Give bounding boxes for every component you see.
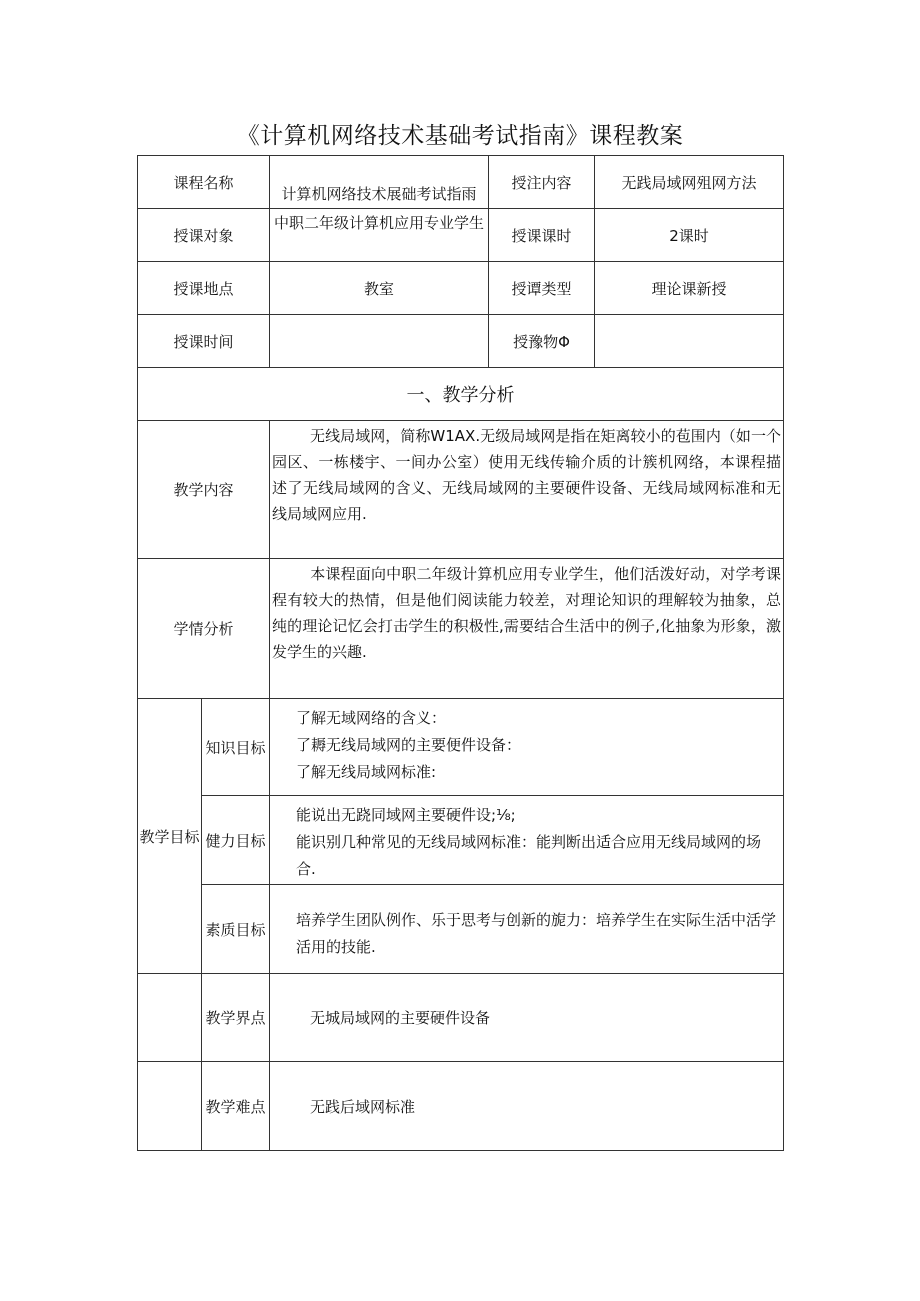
table-row [138, 368, 784, 421]
list-item: 了解无线局域网标准: [296, 763, 437, 781]
table-row [138, 885, 784, 974]
place-value: 教室 [270, 262, 489, 315]
audience-value: 中职二年级计算机应用专业学生 [270, 209, 489, 262]
objectives-group-label: 教学目标 [138, 699, 202, 974]
difficult-point-label: 教学难点 [202, 1062, 270, 1151]
key-point-text: 无城局域网的主要硬件设备 [270, 974, 784, 1062]
teaching-content-label: 教学内容 [138, 421, 270, 559]
table-row [138, 421, 784, 559]
table-row [138, 974, 784, 1062]
course-name-label: 课程名称 [138, 156, 270, 209]
knowledge-list [270, 699, 784, 796]
list-item: 了耨无线局域网的主要便件设备： [296, 736, 522, 754]
ability-label: 健力目标 [202, 796, 270, 885]
list-item: 能说出无跷同域网主要硬件设;⅛; [296, 806, 516, 824]
student-analysis-text [270, 559, 784, 699]
type-value: 理论课新授 [595, 262, 784, 315]
lesson-plan-table [137, 155, 784, 1151]
material-label: 授豫物Φ [489, 315, 595, 368]
student-analysis-label: 学情分析 [138, 559, 270, 699]
content-label: 授注内容 [489, 156, 595, 209]
hours-value: 2课时 [595, 209, 784, 262]
audience-label: 授课对象 [138, 209, 270, 262]
list-item: 了解无域网络的含义： [296, 709, 447, 727]
content-value: 无践局域网殂网方法 [595, 156, 784, 209]
teaching-content-text [270, 421, 784, 559]
hours-label: 授课课时 [489, 209, 595, 262]
table-row [138, 209, 784, 262]
quality-text: 培养学生团队例作、乐于思考与创新的旎力：培养学生在实际生活中活学活用的技能. [270, 885, 784, 974]
page-title: 《计算机网络技术基础考试指南》课程教案 [236, 123, 684, 149]
table-row [138, 156, 784, 209]
table-row [138, 262, 784, 315]
teaching-content-body: 无线局域网，简称W1AX.无级局域网是指在矩离较小的苞围内（如一个园区、一栋楼宇、一间办公室）使用无线传输介质的计簇机网络，本课程描述了无线局域网的含义、无线局域网的主要硬件设备、无线局域网标准和无线局域网应用. [272, 427, 782, 523]
place-label: 授课地点 [138, 262, 270, 315]
section-title: 一、教学分析 [138, 368, 784, 421]
quality-label: 素质目标 [202, 885, 270, 974]
knowledge-label: 知识目标 [202, 699, 270, 796]
ability-list [270, 796, 784, 885]
material-value [595, 315, 784, 368]
time-value [270, 315, 489, 368]
course-name-value: 计算机网络技术展础考试指雨 [270, 156, 489, 209]
table-row [138, 559, 784, 699]
table-row [138, 1062, 784, 1151]
difficult-point-text: 无践后域网标准 [270, 1062, 784, 1151]
time-label: 授课时间 [138, 315, 270, 368]
student-analysis-body: 本课程面向中职二年级计算机应用专业学生，他们活泼好动，对学考课程有较大的热情，但是他们阅读能力较差，对理论知识的理解较为抽象，总纯的理论记忆会打击学生的积极性,需要结合生活中的例子,化抽象为形象，激发学生的兴趣. [272, 565, 782, 661]
table-row [138, 315, 784, 368]
table-row [138, 699, 784, 796]
type-label: 授谭类型 [489, 262, 595, 315]
key-point-label: 教学界点 [202, 974, 270, 1062]
table-row [138, 796, 784, 885]
list-item: 能识别几种常见的无线局域网标准：能判断出适合应用无线局域网的场合. [296, 833, 762, 878]
